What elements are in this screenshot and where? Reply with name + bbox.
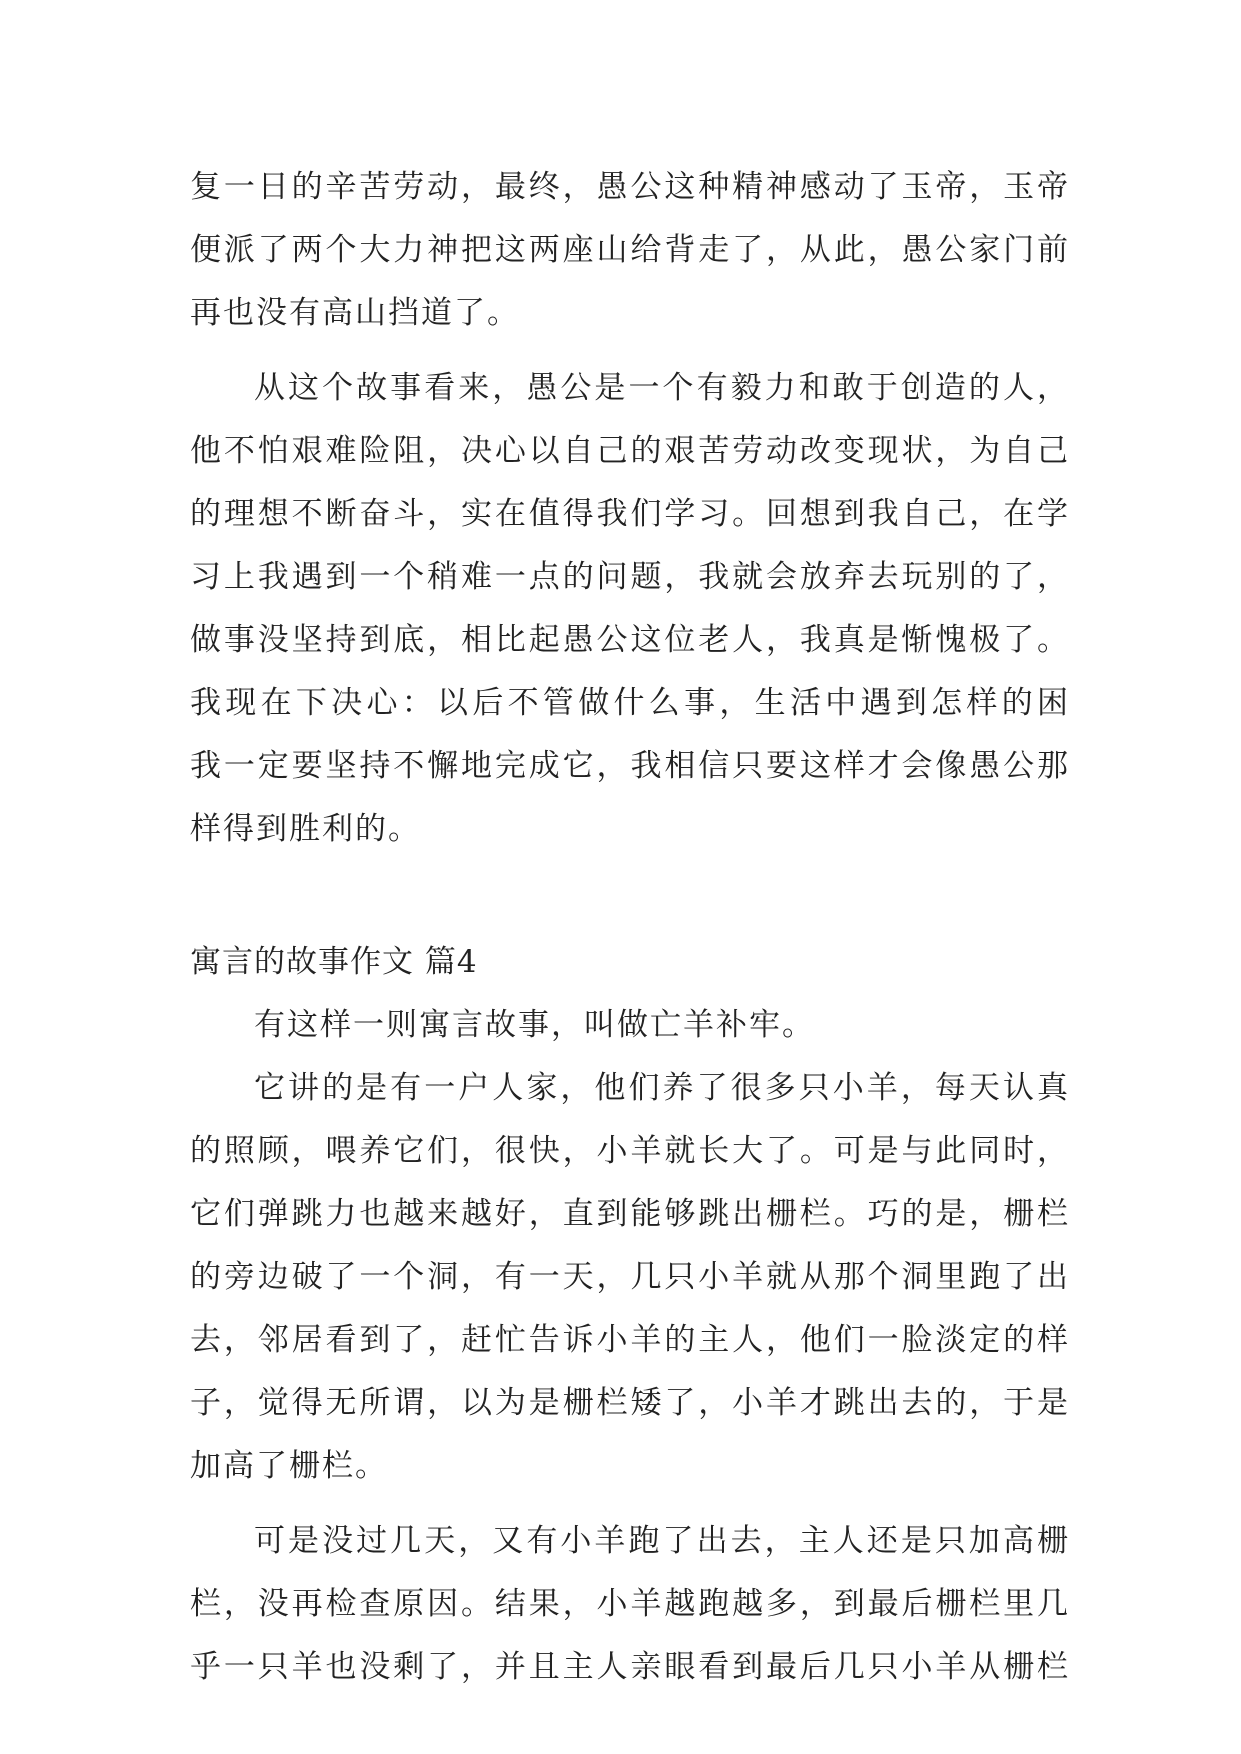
paragraph-continuation bbox=[190, 156, 1070, 345]
paragraph-story bbox=[190, 1057, 1070, 1498]
text-line: 可是没过几天，又有小羊跑了出去，主人还是只加高栅 bbox=[254, 1523, 1070, 1559]
text-line: 的旁边破了一个洞，有一天，几只小羊就从那个洞里跑了出 bbox=[190, 1259, 1070, 1295]
text-line: 我现在下决心：以后不管做什么事，生活中遇到怎样的困 bbox=[190, 685, 1070, 721]
text-line: 它们弹跳力也越来越好，直到能够跳出栅栏。巧的是，栅栏 bbox=[190, 1196, 1070, 1232]
text-line: 做事没坚持到底，相比起愚公这位老人，我真是惭愧极了。 bbox=[190, 622, 1070, 658]
text-line: 习上我遇到一个稍难一点的问题，我就会放弃去玩别的了， bbox=[190, 559, 1070, 595]
text-line: 有这样一则寓言故事，叫做亡羊补牢。 bbox=[254, 1007, 815, 1043]
text-line: 它讲的是有一户人家，他们养了很多只小羊，每天认真 bbox=[254, 1070, 1070, 1106]
text-line: 子，觉得无所谓，以为是栅栏矮了，小羊才跳出去的，于是 bbox=[190, 1385, 1070, 1421]
text-line: 复一日的辛苦劳动，最终，愚公这种精神感动了玉帝，玉帝 bbox=[190, 169, 1070, 205]
text-line: 样得到胜利的。 bbox=[190, 811, 421, 847]
text-line: 他不怕艰难险阻，决心以自己的艰苦劳动改变现状，为自己 bbox=[190, 433, 1070, 469]
paragraph-intro bbox=[190, 994, 1070, 1057]
text-line: 再也没有高山挡道了。 bbox=[190, 295, 520, 331]
text-line: 的照顾，喂养它们，很快，小羊就长大了。可是与此同时， bbox=[190, 1133, 1070, 1169]
text-line: 便派了两个大力神把这两座山给背走了，从此，愚公家门前 bbox=[190, 232, 1070, 268]
paragraph-story-continued bbox=[190, 1510, 1070, 1699]
paragraph-reflection bbox=[190, 357, 1070, 861]
text-line: 我一定要坚持不懈地完成它，我相信只要这样才会像愚公那 bbox=[190, 748, 1070, 784]
text-line: 的理想不断奋斗，实在值得我们学习。回想到我自己，在学 bbox=[190, 496, 1070, 532]
text-line: 栏，没再检查原因。结果，小羊越跑越多，到最后栅栏里几 bbox=[190, 1586, 1070, 1622]
text-line: 乎一只羊也没剩了，并且主人亲眼看到最后几只小羊从栅栏 bbox=[190, 1649, 1070, 1685]
text-line: 加高了栅栏。 bbox=[190, 1448, 388, 1484]
text-line: 从这个故事看来，愚公是一个有毅力和敢于创造的人， bbox=[254, 370, 1070, 406]
section-heading: 寓言的故事作文 篇4 bbox=[190, 944, 478, 980]
text-line: 去，邻居看到了，赶忙告诉小羊的主人，他们一脸淡定的样 bbox=[190, 1322, 1070, 1358]
document-body bbox=[190, 156, 1070, 1699]
